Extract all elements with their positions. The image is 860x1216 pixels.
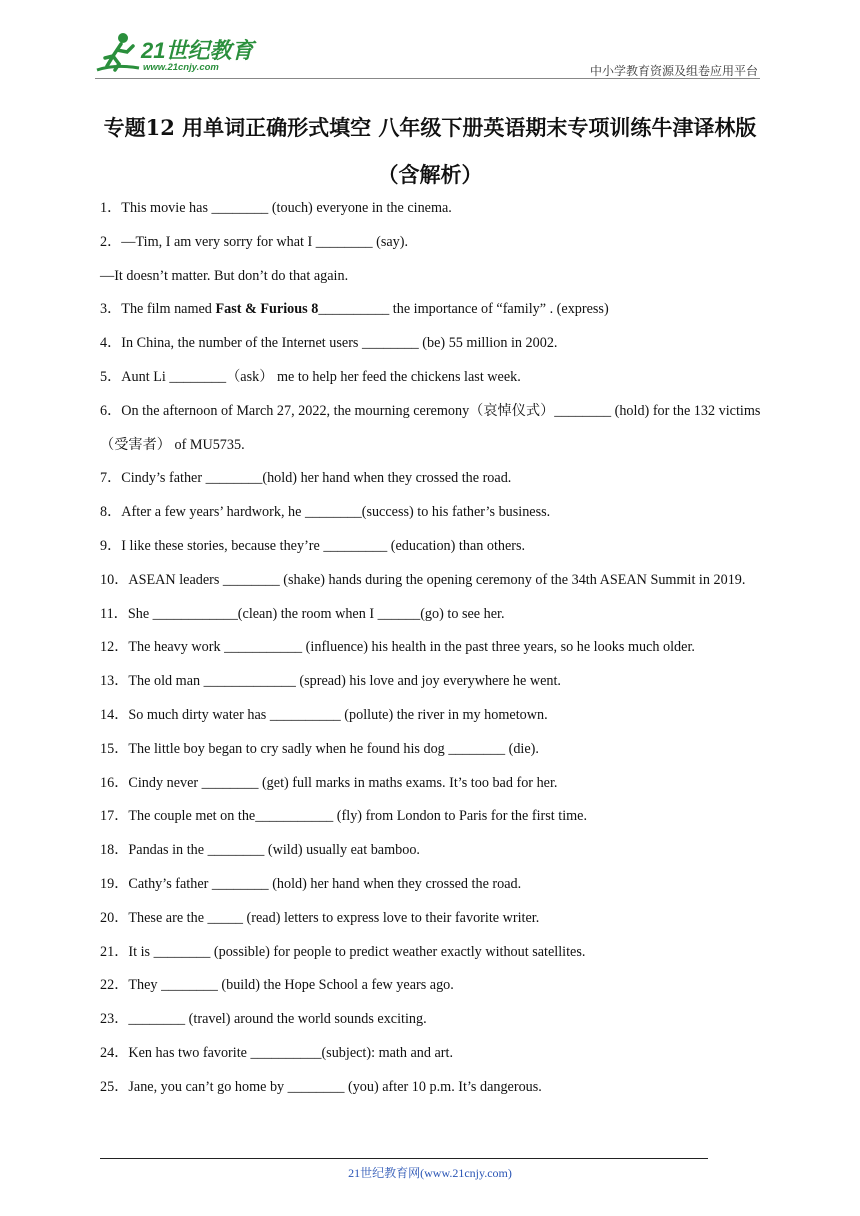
question-item: 18．Pandas in the ________ (wild) usually eat bamboo.: [100, 842, 420, 859]
question-item: 20．These are the _____ (read) letters to express love to their favorite writer.: [100, 909, 540, 926]
question-item: 10．ASEAN leaders ________ (shake) hands during the opening ceremony of the 34th ASEAN Summit in 2019.: [100, 571, 746, 588]
logo-text: 21世纪教育: [141, 38, 254, 63]
site-logo: [95, 30, 265, 78]
question-item: 9．I like these stories, because they’re _________ (education) than others.: [100, 537, 526, 554]
question-item: 12．The heavy work ___________ (influence) his health in the past three years, so he looks much older.: [100, 639, 695, 656]
question-item: 24．Ken has two favorite __________(subject): math and art.: [100, 1044, 454, 1061]
question-item: 4．In China, the number of the Internet users ________ (be) 55 million in 2002.: [100, 335, 558, 352]
question-item: 2．—Tim, I am very sorry for what I ________ (say).: [100, 233, 409, 250]
question-item: 3．The film named Fast & Furious 8__________ the importance of “family” . (express): [100, 301, 609, 318]
question-item: 6．On the afternoon of March 27, 2022, the mourning ceremony（哀悼仪式）________ (hold) for the 132 victims（受害者） of MU5735.: [100, 402, 761, 453]
question-item: 17．The couple met on the___________ (fly) from London to Paris for the first time.: [100, 808, 588, 825]
footer-link[interactable]: 21世纪教育网(www.21cnjy.com): [348, 1166, 512, 1180]
page-header: [95, 30, 760, 80]
question-item: 13．The old man _____________ (spread) his love and joy everywhere he went.: [100, 673, 561, 690]
question-item: 11．She ____________(clean) the room when I ______(go) to see her.: [100, 605, 505, 622]
question-item: 14．So much dirty water has __________ (pollute) the river in my hometown.: [100, 706, 548, 723]
question-item: 25．Jane, you can’t go home by ________ (you) after 10 p.m. It’s dangerous.: [100, 1078, 542, 1095]
question-item: 15．The little boy began to cry sadly when he found his dog ________ (die).: [100, 740, 539, 757]
runner-logo-icon: [95, 30, 143, 76]
document-title: 专题12 用单词正确形式填空 八年级下册英语期末专项训练牛津译林版（含解析）: [103, 115, 757, 187]
question-item: 22．They ________ (build) the Hope School a few years ago.: [100, 977, 454, 994]
question-list: [100, 192, 765, 1105]
header-divider: [95, 78, 760, 79]
logo-url: www.21cnjy.com: [143, 62, 219, 73]
question-item: 21．It is ________ (possible) for people to predict weather exactly without satellites.: [100, 943, 586, 960]
question-item: —It doesn’t matter. But don’t do that again.: [100, 267, 349, 284]
site-tagline: 中小学教育资源及组卷应用平台: [589, 64, 758, 78]
question-item: 19．Cathy’s father ________ (hold) her hand when they crossed the road.: [100, 875, 522, 892]
question-item: 8．After a few years’ hardwork, he ________(success) to his father’s business.: [100, 504, 551, 521]
question-item: 23．________ (travel) around the world sounds exciting.: [100, 1011, 427, 1028]
question-item: 7．Cindy’s father ________(hold) her hand when they crossed the road.: [100, 470, 512, 487]
question-item: 5．Aunt Li ________（ask） me to help her feed the chickens last week.: [100, 368, 521, 385]
film-title: Fast & Furious 8: [215, 301, 319, 318]
question-item: 16．Cindy never ________ (get) full marks in maths exams. It’s too bad for her.: [100, 774, 558, 791]
question-item: 1．This movie has ________ (touch) everyone in the cinema.: [100, 200, 452, 216]
footer-divider: [100, 1158, 708, 1159]
